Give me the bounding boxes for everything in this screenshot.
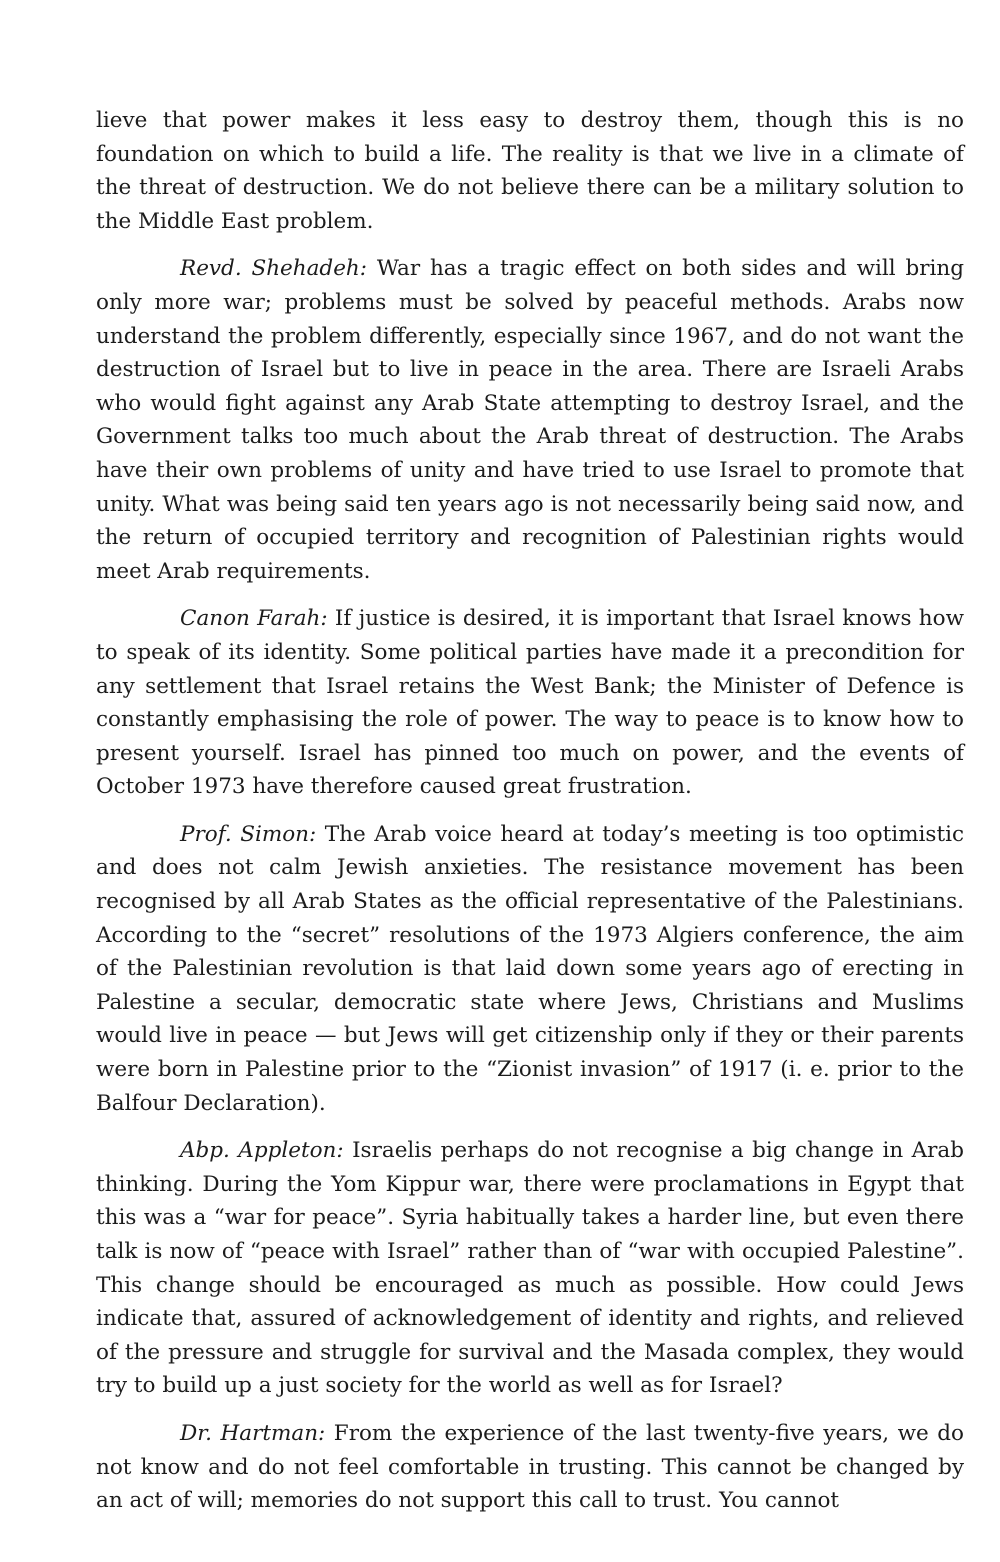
speaker-name: Abp. Appleton: <box>180 1138 344 1164</box>
paragraph-appleton <box>96 1134 964 1403</box>
opening-paragraph: lieve that power makes it less easy to destroy them, though this is no foundation on which to build a life. The reality is that we live in a climate of the threat of destruction. We do not believe there can be a military solution to the Middle East problem. <box>96 108 964 234</box>
paragraph-text: From the experience of the last twenty-five years, we do not know and do not feel comfortable in trusting. This cannot be changed by an act of will; memories do not support this call to trust. You cannot <box>96 1420 964 1514</box>
paragraph-simon <box>96 818 964 1120</box>
paragraph-hartman <box>96 1417 964 1518</box>
speaker-name: Canon Farah: <box>180 606 328 632</box>
paragraph-farah <box>96 602 964 804</box>
document-page <box>96 104 964 1532</box>
speaker-name: Revd. Shehadeh: <box>180 256 368 282</box>
paragraph-text: War has a tragic effect on both sides and will bring only more war; problems must be solved by peaceful methods. Arabs now understand the problem differently, especially since 1967, and do not want the destruction of Israel but to live in peace in the area. There are Israeli Arabs who would fight against any Arab State attempting to destroy Israel, and the Government talks too much about the Arab threat of destruction. The Arabs have their own problems of unity and have tried to use Israel to promote that unity. What was being said ten years ago is not necessarily being said now, and the return of occupied territory and recognition of Palestinian rights would meet Arab requirements. <box>96 256 964 584</box>
paragraph-text: Israelis perhaps do not recognise a big change in Arab thinking. During the Yom Kippur war, there were proclamations in Egypt that this was a “war for peace”. Syria habitually takes a harder line, but even there talk is now of “peace with Israel” rather than of “war with occupied Palestine”. This change should be encouraged as much as possible. How could Jews indicate that, assured of acknowledgement of identity and rights, and relieved of the pressure and struggle for survival and the Masada complex, they would try to build up a just society for the world as well as for Israel? <box>96 1138 964 1399</box>
paragraph-shehadeh <box>96 252 964 588</box>
speaker-name: Dr. Hartman: <box>180 1420 326 1446</box>
paragraph-text: The Arab voice heard at today’s meeting is too optimistic and does not calm Jewish anxieties. The resistance movement has been recognised by all Arab States as the official representative of the Palestinians. According to the “secret” resolutions of the 1973 Algiers conference, the aim of the Palestinian revolution is that laid down some years ago of erecting in Palestine a secular, democratic state where Jews, Christians and Muslims would live in peace — but Jews will get citizenship only if they or their parents were born in Palestine prior to the “Zionist invasion” of 1917 (i. e. prior to the Balfour Declaration). <box>96 821 964 1116</box>
speaker-name: Prof. Simon: <box>180 821 317 847</box>
paragraph-text: If justice is desired, it is important that Israel knows how to speak of its identity. Some political parties have made it a precondition for any settlement that Israel retains the West Bank; the Minister of Defence is constantly emphasising the role of power. The way to peace is to know how to present yourself. Israel has pinned too much on power, and the events of October 1973 have therefore caused great frustration. <box>96 606 964 800</box>
